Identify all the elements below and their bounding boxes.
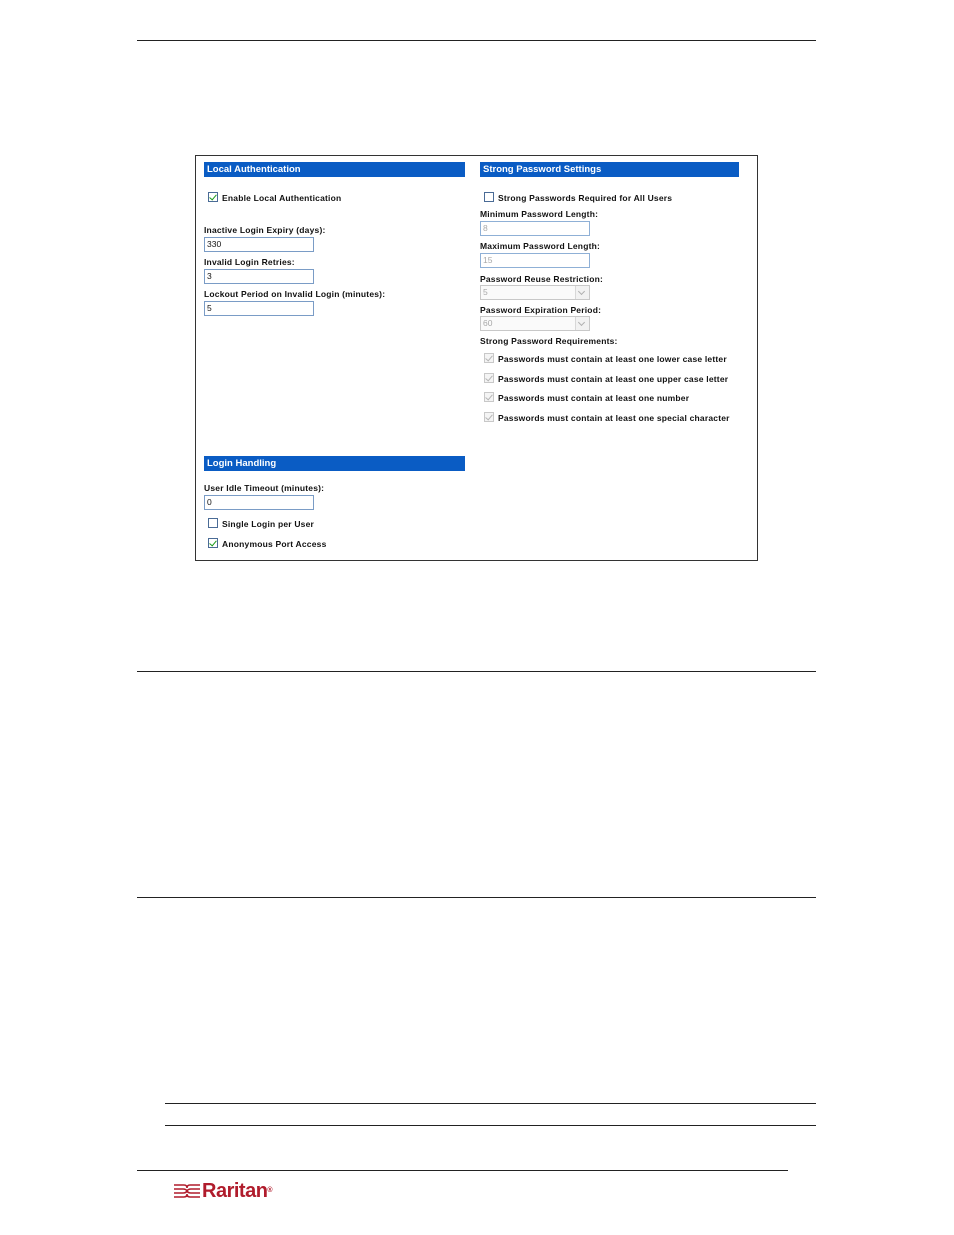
- max-password-length-input[interactable]: 15: [480, 253, 590, 268]
- req-uppercase-checkbox[interactable]: [484, 373, 494, 383]
- footer-rule: [137, 1170, 788, 1171]
- section-rule-2: [137, 897, 816, 898]
- password-expiration-value: 60: [483, 318, 493, 328]
- password-reuse-label: Password Reuse Restriction:: [480, 274, 604, 284]
- top-rule: [137, 40, 816, 41]
- inactive-login-expiry-label: Inactive Login Expiry (days):: [204, 225, 326, 235]
- chevron-down-icon: [575, 317, 589, 330]
- invalid-login-retries-input[interactable]: 3: [204, 269, 314, 284]
- inactive-login-expiry-input[interactable]: 330: [204, 237, 314, 252]
- password-expiration-select[interactable]: [480, 316, 590, 331]
- chevron-down-icon: [575, 286, 589, 299]
- section-rule-1: [137, 671, 816, 672]
- min-password-length-label: Minimum Password Length:: [480, 209, 599, 219]
- req-number-checkbox[interactable]: [484, 392, 494, 402]
- user-idle-timeout-input[interactable]: 0: [204, 495, 314, 510]
- req-lowercase-label: Passwords must contain at least one lower case letter: [498, 354, 727, 364]
- local-auth-header: Local Authentication: [204, 162, 465, 177]
- single-login-label: Single Login per User: [222, 519, 315, 529]
- enable-local-auth-checkbox[interactable]: [208, 192, 218, 202]
- raritan-wordmark: [202, 1180, 272, 1202]
- req-number-label: Passwords must contain at least one number: [498, 393, 690, 403]
- anonymous-port-access-label: Anonymous Port Access: [222, 539, 327, 549]
- anonymous-port-access-checkbox[interactable]: [208, 538, 218, 548]
- security-settings-panel: [195, 155, 758, 561]
- strong-passwords-required-label: Strong Passwords Required for All Users: [498, 193, 673, 203]
- req-lowercase-checkbox[interactable]: [484, 353, 494, 363]
- password-reuse-select[interactable]: [480, 285, 590, 300]
- strong-password-header: Strong Password Settings: [480, 162, 739, 177]
- raritan-logo-icon: [172, 1180, 202, 1202]
- req-uppercase-label: Passwords must contain at least one upper case letter: [498, 374, 729, 384]
- strong-passwords-required-checkbox[interactable]: [484, 192, 494, 202]
- max-password-length-label: Maximum Password Length:: [480, 241, 601, 251]
- password-expiration-label: Password Expiration Period:: [480, 305, 602, 315]
- user-idle-timeout-label: User Idle Timeout (minutes):: [204, 483, 325, 493]
- login-handling-header: Login Handling: [204, 456, 465, 471]
- req-special-label: Passwords must contain at least one special character: [498, 413, 730, 423]
- password-reuse-value: 5: [483, 287, 488, 297]
- note-rule-bottom: [165, 1125, 816, 1126]
- min-password-length-input[interactable]: 8: [480, 221, 590, 236]
- enable-local-auth-label: Enable Local Authentication: [222, 193, 342, 203]
- registered-mark: ®: [267, 1187, 273, 1194]
- raritan-wordmark-text: Raritan: [202, 1180, 268, 1202]
- lockout-period-input[interactable]: 5: [204, 301, 314, 316]
- strong-password-requirements-label: Strong Password Requirements:: [480, 336, 618, 346]
- raritan-logo: [172, 1180, 282, 1202]
- lockout-period-label: Lockout Period on Invalid Login (minutes):: [204, 289, 386, 299]
- req-special-checkbox[interactable]: [484, 412, 494, 422]
- invalid-login-retries-label: Invalid Login Retries:: [204, 257, 295, 267]
- note-rule-top: [165, 1103, 816, 1104]
- single-login-checkbox[interactable]: [208, 518, 218, 528]
